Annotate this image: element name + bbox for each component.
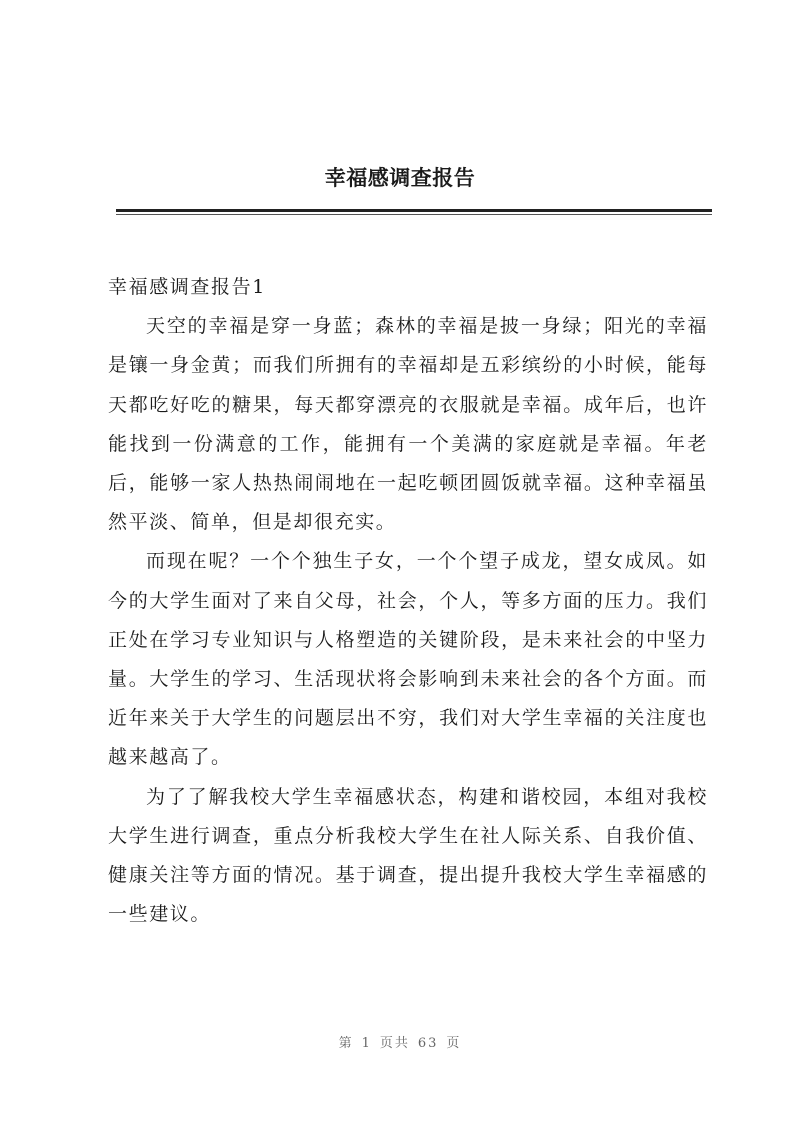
footer-middle: 页共 — [379, 1036, 410, 1051]
paragraph-2: 而现在呢？一个个独生子女，一个个望子成龙，望女成凤。如今的大学生面对了来自父母，社会，个人，等多方面的压力。我们正处在学习专业知识与人格塑造的关键阶段，是未来社会的中坚力量。大学生的学习、生活现状将会影响到未来社会的各个方面。而近年来关于大学生的问题层出不穷，我们对大学生幸福的关注度也越来越高了。 — [108, 550, 708, 769]
document-title: 幸福感调查报告 — [324, 165, 476, 190]
page-footer — [0, 1032, 800, 1051]
title-underline-thick — [116, 209, 712, 212]
paragraph-3: 为了了解我校大学生幸福感状态，构建和谐校园，本组对我校大学生进行调查，重点分析我校大学生在社人际关系、自我价值、健康关注等方面的情况。基于调查，提出提升我校大学生幸福感的一些建议。 — [108, 785, 708, 926]
section-heading: 幸福感调查报告1 — [108, 276, 266, 298]
footer-total-pages: 63 — [417, 1036, 439, 1051]
footer-current-page: 1 — [361, 1036, 372, 1051]
footer-prefix: 第 — [338, 1036, 354, 1051]
document-body — [108, 268, 708, 934]
title-underline-thin — [116, 214, 712, 215]
paragraph-1: 天空的幸福是穿一身蓝；森林的幸福是披一身绿；阳光的幸福是镶一身金黄；而我们所拥有的幸福却是五彩缤纷的小时候，能每天都吃好吃的糖果，每天都穿漂亮的衣服就是幸福。成年后，也许能找到一份满意的工作，能拥有一个美满的家庭就是幸福。年老后，能够一家人热热闹闹地在一起吃顿团圆饭就幸福。这种幸福虽然平淡、简单，但是却很充实。 — [108, 315, 708, 534]
footer-suffix: 页 — [446, 1036, 462, 1051]
